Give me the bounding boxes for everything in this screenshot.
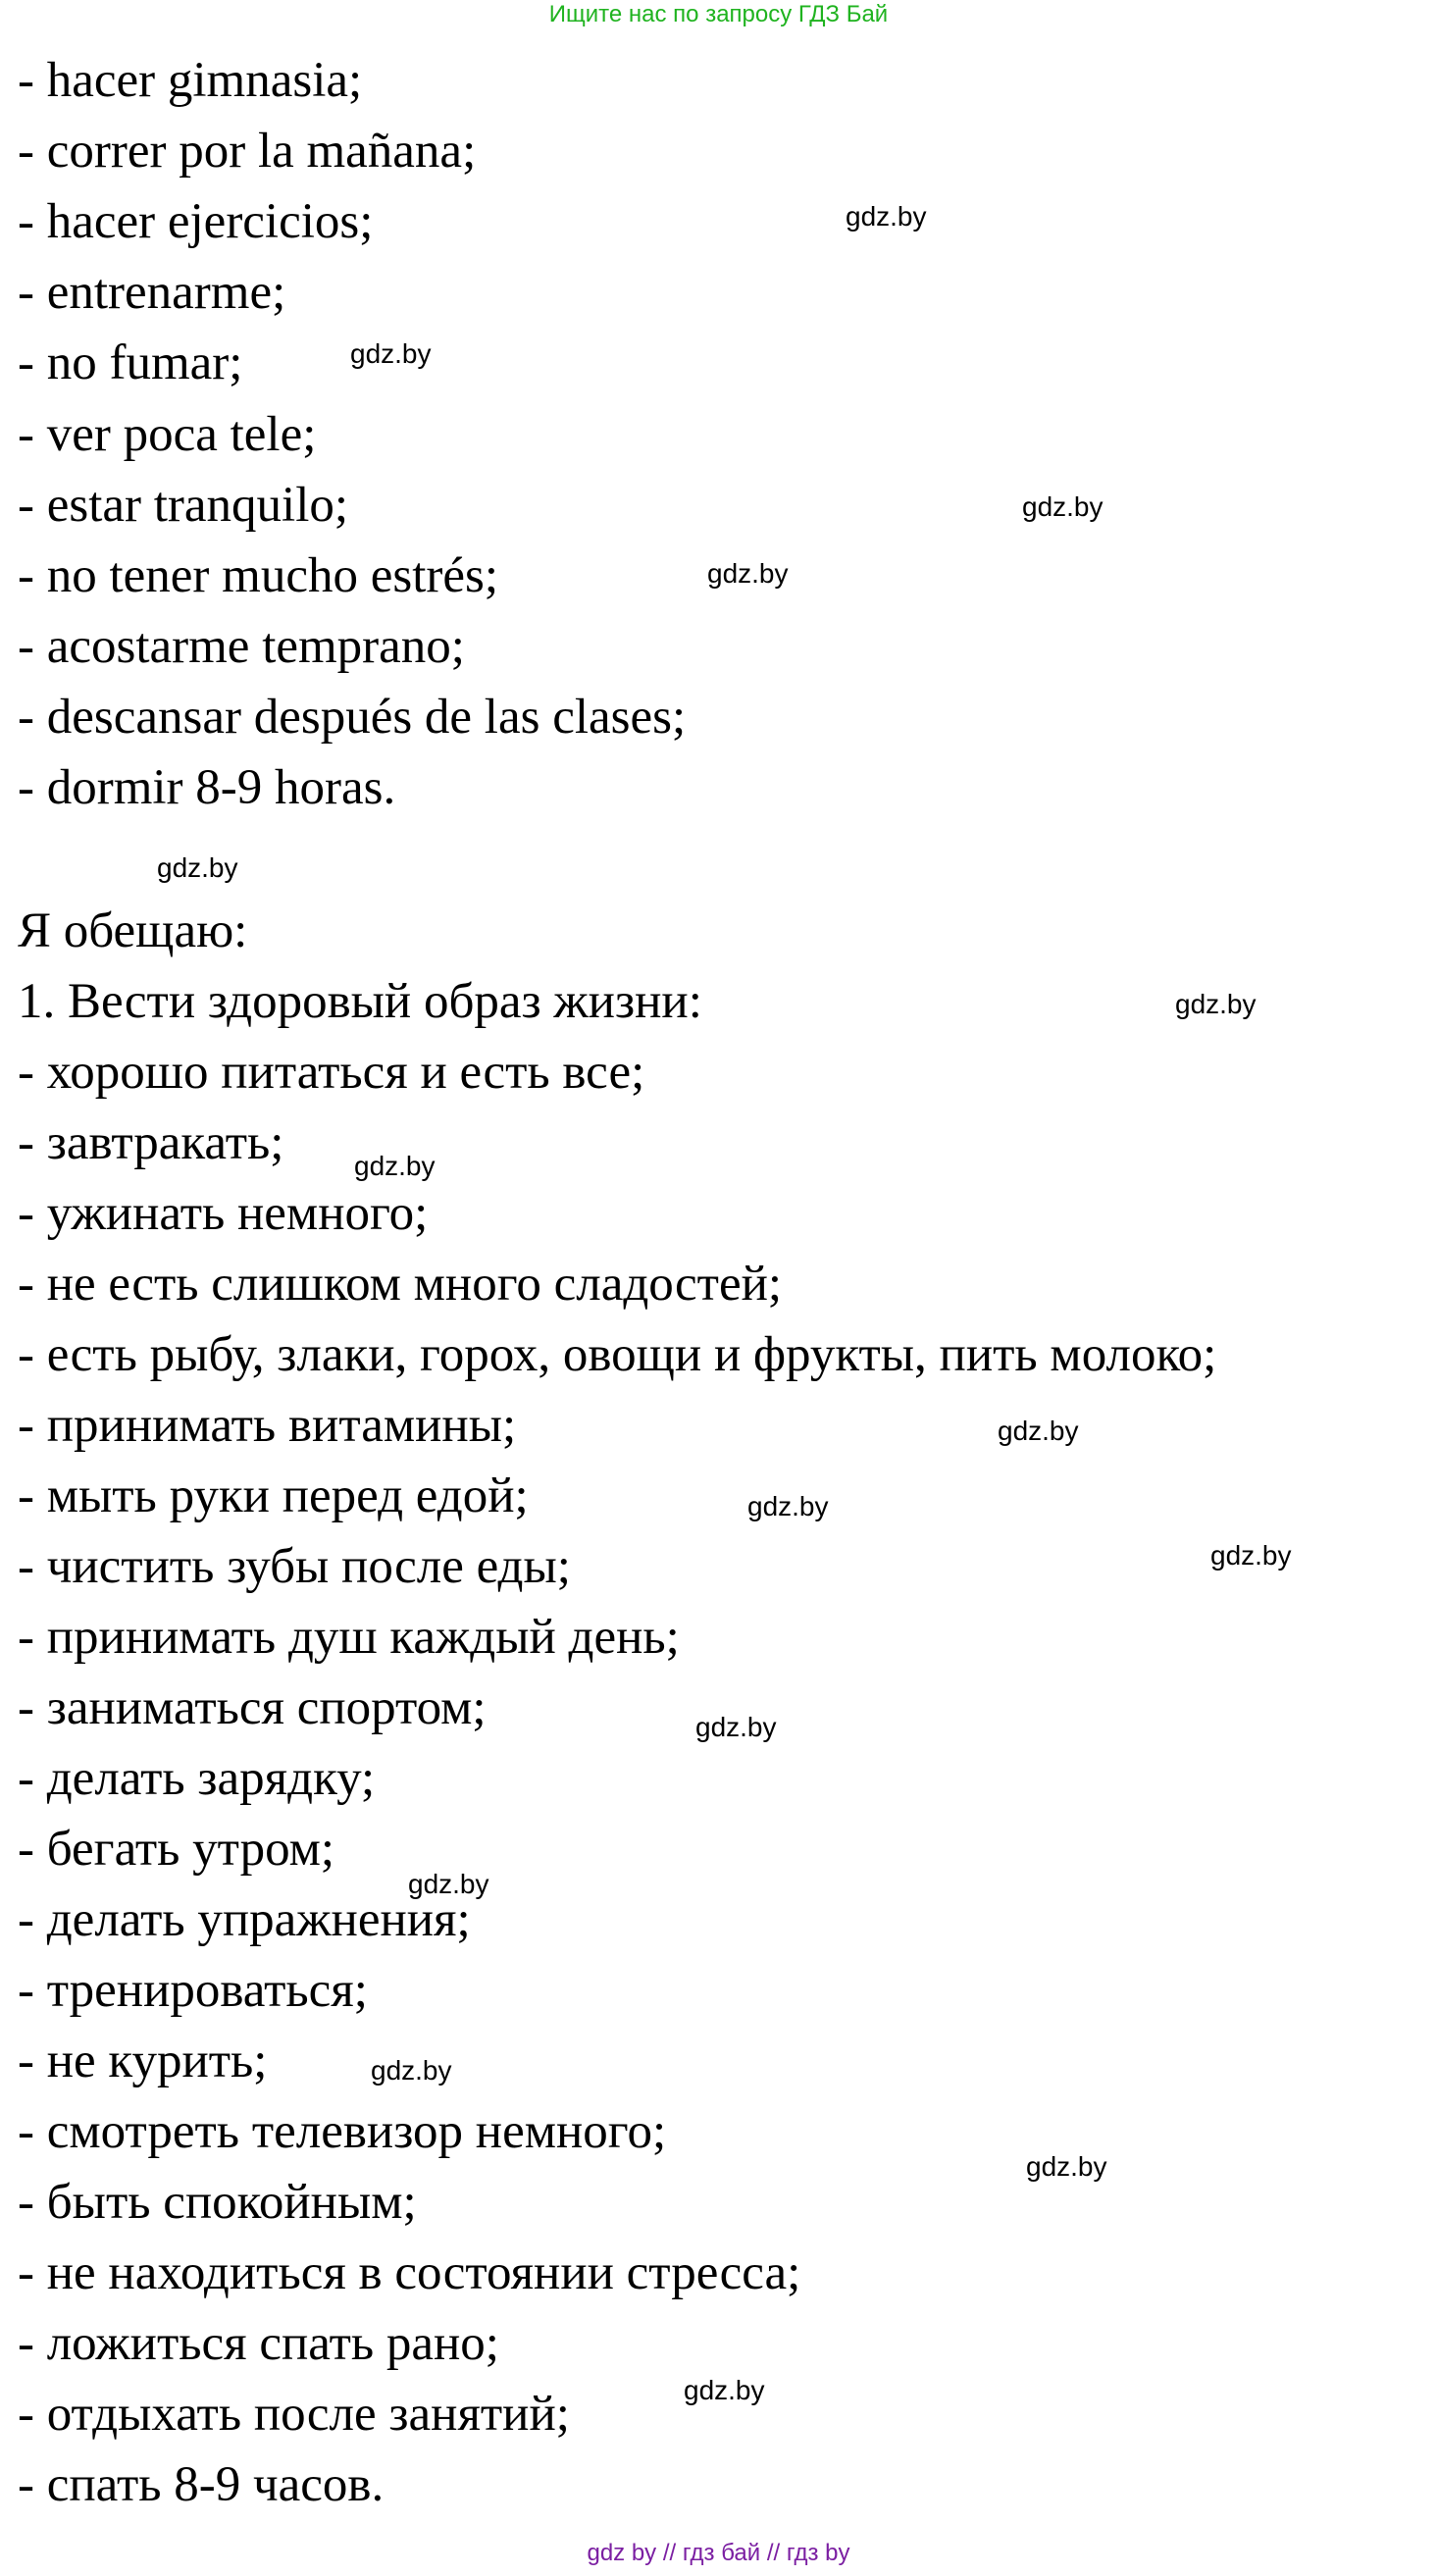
list-item: - делать упражнения; (18, 1892, 471, 1947)
watermark: gdz.by (350, 338, 432, 369)
list-item: - dormir 8-9 horas. (18, 760, 396, 815)
list-item: - hacer ejercicios; (18, 194, 374, 249)
list-item: - есть рыбу, злаки, горох, овощи и фрукты, пить молоко; (18, 1327, 1217, 1382)
watermark: gdz.by (684, 2375, 765, 2405)
list-item: - тренироваться; (18, 1963, 368, 2018)
list-item: - descansar después de las clases; (18, 690, 687, 745)
watermark: gdz.by (998, 1416, 1079, 1446)
list-item: - ложиться спать рано; (18, 2316, 499, 2371)
list-item: - бегать утром; (18, 1822, 335, 1877)
list-item: - ужинать немного; (18, 1186, 429, 1241)
list-item: - ver poca tele; (18, 407, 317, 462)
watermark: gdz.by (157, 852, 238, 883)
list-item: - estar tranquilo; (18, 478, 349, 533)
watermark: gdz.by (695, 1712, 777, 1742)
watermark: gdz.by (1175, 989, 1257, 1019)
list-item: - no fumar; (18, 335, 243, 390)
list-item: - acostarme temprano; (18, 619, 465, 674)
watermark: gdz.by (354, 1151, 436, 1181)
list-item: - хорошо питаться и есть все; (18, 1045, 645, 1100)
list-item: - мыть руки перед едой; (18, 1468, 529, 1523)
list-item: - быть спокойным; (18, 2175, 417, 2230)
watermark: gdz.by (1210, 1540, 1292, 1571)
watermark: gdz.by (747, 1491, 829, 1521)
watermark: gdz.by (1022, 491, 1103, 522)
list-item: - отдыхать после занятий; (18, 2387, 570, 2442)
list-item: - entrenarme; (18, 265, 286, 320)
list-item: - принимать душ каждый день; (18, 1610, 680, 1665)
watermark: gdz.by (707, 558, 789, 589)
footer-links[interactable]: gdz by // гдз бай // гдз by (587, 2540, 850, 2566)
list-item: - чистить зубы после еды; (18, 1539, 571, 1594)
watermark: gdz.by (846, 201, 927, 232)
list-item: - заниматься спортом; (18, 1680, 487, 1735)
promise-heading: Я обещаю: (18, 903, 248, 958)
list-item: - делать зарядку; (18, 1751, 376, 1806)
list-item: - hacer gimnasia; (18, 53, 363, 108)
list-item: - no tener mucho estrés; (18, 548, 499, 603)
list-item: - завтракать; (18, 1115, 284, 1170)
list-item: - не курить; (18, 2034, 268, 2088)
list-item: - correr por la mañana; (18, 124, 477, 179)
list-item: - спать 8-9 часов. (18, 2457, 385, 2512)
point-1-heading: 1. Вести здоровый образ жизни: (18, 974, 702, 1029)
list-item: - не находиться в состоянии стресса; (18, 2245, 801, 2300)
list-item: - смотреть телевизор немного; (18, 2104, 667, 2159)
watermark: gdz.by (1026, 2151, 1107, 2182)
list-item: - принимать витамины; (18, 1398, 517, 1453)
watermark: gdz.by (371, 2055, 452, 2086)
watermark: gdz.by (408, 1869, 489, 1899)
list-item: - не есть слишком много сладостей; (18, 1257, 783, 1312)
header-search-hint[interactable]: Ищите нас по запросу ГДЗ Бай (548, 1, 889, 27)
